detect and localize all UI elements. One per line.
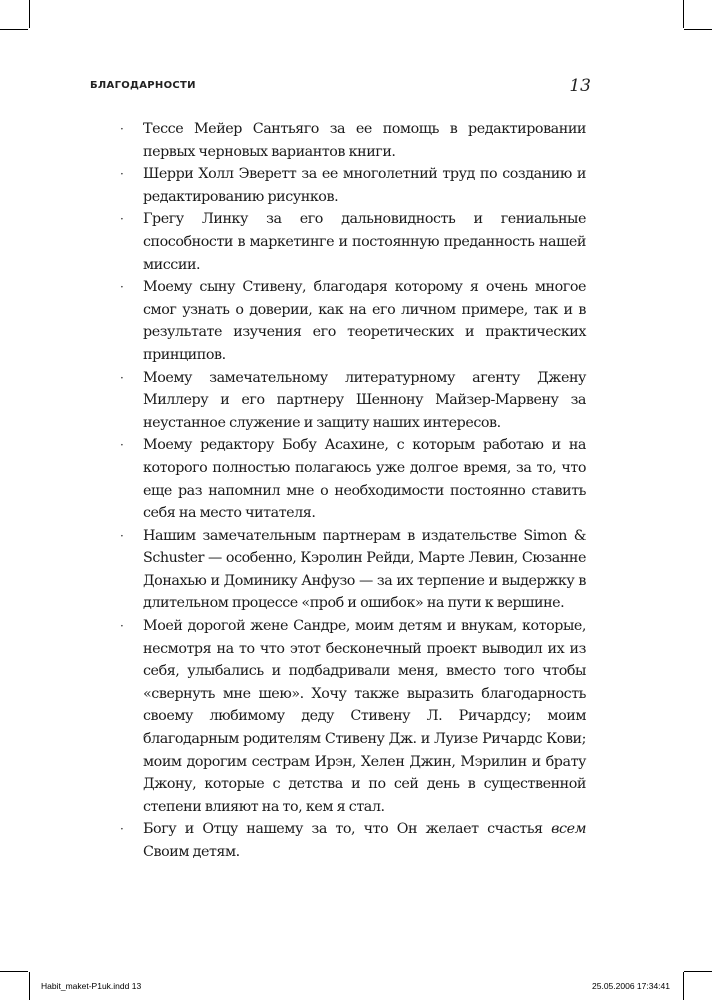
crop-mark-top-right-horizontal <box>684 29 712 30</box>
list-item-emphasis: всем <box>551 821 586 838</box>
bullet-icon: · <box>120 280 124 295</box>
crop-mark-bottom-right-horizontal <box>684 971 712 972</box>
list-item-text: Шерри Холл Эверетт за ее многолетний труд по созданию и редактированию рисунков. <box>143 166 586 205</box>
list-item-text: Моему замечательному литературному агенту Джену Миллеру и его партнеру Шеннону Майзер-Марвену за неустанное служение и защиту наших интересов. <box>143 369 586 431</box>
list-item-text: Грегу Линку за его дальновидность и гениальные способности в маркетинге и постоянную преданность нашей миссии. <box>143 211 586 273</box>
list-item <box>120 367 586 435</box>
list-item-text: Тессе Мейер Сантьяго за ее помощь в редактировании первых черновых вариантов книги. <box>143 121 586 160</box>
crop-mark-bottom-left-vertical <box>29 972 30 1000</box>
bullet-icon: · <box>120 438 124 453</box>
list-item <box>120 525 586 615</box>
list-item-last <box>120 818 586 863</box>
list-item <box>120 434 586 524</box>
list-item-text: Нашим замечательным партнерам в издательстве Simon & Schuster — особенно, Кэролин Рейди, Марте Левин, Сюзанне Донахью и Доминику Анфузо — за их терпение и выдержку в длительном процессе «проб и ошибок» на пути к вершине. <box>143 527 586 612</box>
crop-mark-bottom-right-vertical <box>683 972 684 1000</box>
list-item-text: Моей дорогой жене Сандре, моим детям и внукам, которые, несмотря на то что этот бесконечный проект выводил их из себя, улыбались и подбадривали меня, вместо того чтобы «свернуть мне шею». Хочу также выразить благодарность своему любимому деду Стивену Л. Ричардсу; моим благодарным родителям Стивену Дж. и Луизе Ричардс Кови; моим дорогим сестрам Ирэн, Хелен Джин, Мэрилин и брату Джону, которые с детства и по сей день в существенной степени влияют на то, кем я стал. <box>143 618 586 815</box>
page-number: 13 <box>569 76 591 96</box>
list-item-text-before: Богу и Отцу нашему за то, что Он желает счастья <box>143 821 552 838</box>
bullet-icon: · <box>120 212 124 227</box>
list-item <box>120 163 586 208</box>
bullet-icon: · <box>120 167 124 182</box>
footer-file-label: Habit_maket-P1uk.indd 13 <box>41 981 142 991</box>
list-item-text: Моему сыну Стивену, благодаря которому я очень многое смог узнать о доверии, как на его личном примере, так и в результате изучения его теоретических и практических принципов. <box>143 279 586 363</box>
running-head: БЛАГОДАРНОСТИ <box>90 80 196 91</box>
crop-mark-top-left-horizontal <box>0 29 28 30</box>
crop-mark-bottom-left-horizontal <box>0 971 28 972</box>
bullet-icon: · <box>120 619 124 634</box>
list-item <box>120 118 586 163</box>
list-item <box>120 208 586 276</box>
acknowledgements-list <box>120 118 586 864</box>
bullet-icon: · <box>120 822 124 837</box>
crop-mark-top-left-vertical <box>29 0 30 28</box>
list-item-text-after: Своим детям. <box>143 844 240 860</box>
bullet-icon: · <box>120 122 124 136</box>
list-item <box>120 615 586 818</box>
crop-mark-top-right-vertical <box>683 0 684 28</box>
list-item <box>120 276 586 366</box>
list-item-text: Моему редактору Бобу Асахине, с которым работаю и на которого полностью полагаюсь уже долгое время, за то, что еще раз напомнил мне о необходимости постоянно ставить себя на место читателя. <box>143 437 586 522</box>
bullet-icon: · <box>120 528 124 543</box>
footer-date-label: 25.05.2006 17:34:41 <box>592 981 670 991</box>
bullet-icon: · <box>120 370 124 385</box>
